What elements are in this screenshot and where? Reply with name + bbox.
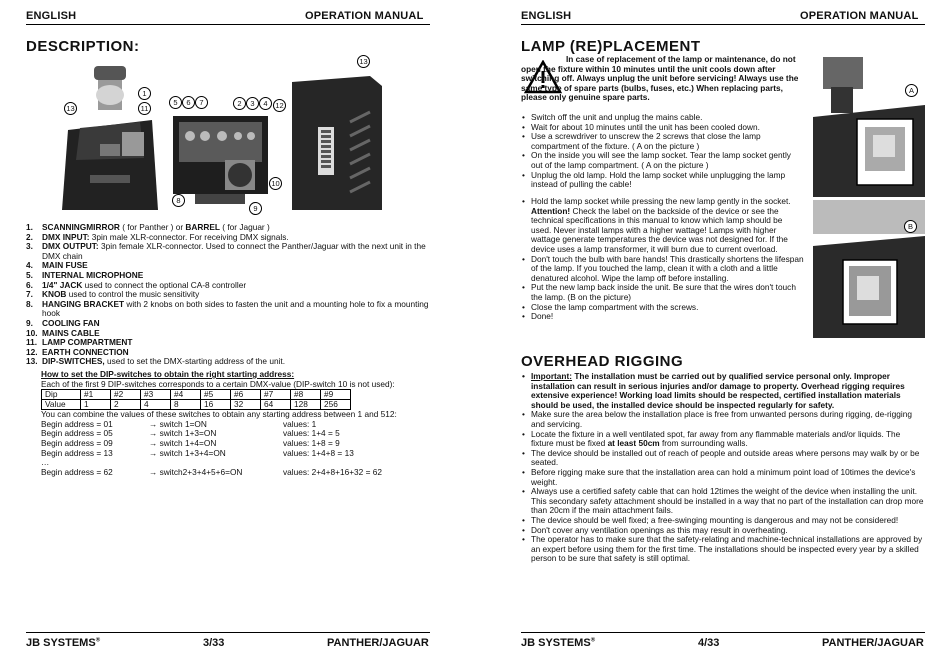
lamp-step: • Done! — [521, 312, 804, 322]
lamp-step: • Unplug the old lamp. Hold the lamp socket while unplugging the lamp instead of pulling the cable! — [521, 171, 804, 190]
dip-cell: #7 — [261, 390, 291, 400]
callout-2: 2 — [233, 97, 246, 110]
dip-table — [41, 389, 351, 410]
footer-rule — [26, 632, 430, 633]
rigging-item: • Always use a certified safety cable that can hold 12times the weight of the device when installing the unit. This secondary safety attachment should be installed in a way that no part of the installation can drop more than 20cm if the main attachment fails. — [521, 487, 925, 516]
section-title-description: DESCRIPTION: — [26, 38, 140, 55]
lamp-steps-b — [521, 197, 804, 322]
rigging-item: • The operator has to make sure that the safety-relating and machine-technical installations are approved by an expert before using them for the first time. The installations should be inspected every year by a skilled person to be sure that safety is still optimal. — [521, 535, 925, 564]
dip-cell: #8 — [291, 390, 321, 400]
dip-cell: 256 — [321, 400, 351, 410]
header-rule — [26, 24, 430, 25]
callout-11: 11 — [138, 102, 151, 115]
rigging-item: • Don't cover any ventilation openings as this may result in overheating. — [521, 526, 925, 536]
spec-item: 4. MAIN FUSE — [26, 260, 88, 271]
spec-item: 9. COOLING FAN — [26, 317, 100, 328]
page-right — [475, 0, 950, 659]
spec-item: 6. 1/4" JACK used to connect the optional CA-8 controller — [26, 279, 247, 290]
rigging-item: • The device should be installed out of reach of people and outside areas where persons may walk by or be seated. — [521, 449, 925, 468]
callout-3: 3 — [246, 97, 259, 110]
spec-item: 13. DIP-SWITCHES, used to set the DMX-starting address of the unit. — [26, 356, 286, 367]
lamp-step: • Put the new lamp back inside the unit. Be sure that the wires don't touch the lamp. (B on the picture) — [521, 283, 804, 302]
spec-item: 3. DMX OUTPUT: 3pin female XLR-connector. Used to connect the Panther/Jaguar with the next unit in the DMX chain — [26, 241, 426, 261]
dip-cell: #9 — [321, 390, 351, 400]
dip-cell: 128 — [291, 400, 321, 410]
dip-cell: 4 — [141, 400, 171, 410]
address-examples — [41, 420, 431, 478]
dip-cell: Dip — [42, 390, 81, 400]
footer-model: PANTHER/JAGUAR — [822, 637, 924, 649]
footer-brand: JB SYSTEMS® — [521, 637, 596, 649]
dip-cell: 8 — [171, 400, 201, 410]
callout-b: B — [904, 220, 917, 233]
dip-section — [41, 370, 431, 477]
footer-brand: JB SYSTEMS® — [26, 637, 101, 649]
lamp-warning-text: In case of replacement of the lamp or maintenance, do not open the fixture within 10 minutes until the unit cools down after switching off. Always unplug the unit before servicing! Always use the same type of spare parts (bulbs, fuses, etc.) When replacing parts, please only genuine spare parts. — [521, 54, 799, 103]
dip-cell: 16 — [201, 400, 231, 410]
dip-intro: Each of the first 9 DIP-switches corresponds to a certain DMX-value (DIP-switch 10 is not used): — [41, 378, 395, 389]
address-example-cell: values: 1 — [283, 418, 317, 429]
footer-rule — [521, 632, 925, 633]
section-title-lamp: LAMP (RE)PLACEMENT — [521, 38, 701, 55]
address-example-cell: Begin address = 13 — [41, 447, 113, 458]
address-example-cell: values: 1+8 = 9 — [283, 437, 340, 448]
callout-13-side: 13 — [357, 55, 370, 68]
address-example-cell: → switch 1=ON — [149, 418, 207, 429]
lamp-step: • Wait for about 10 minutes until the unit has been cooled down. — [521, 123, 804, 133]
callout-6: 6 — [182, 96, 195, 109]
fixture-front-photo — [60, 60, 160, 210]
rigging-item: • Before rigging make sure that the installation area can hold a minimum point load of 10times the device's weight. — [521, 468, 925, 487]
callout-4: 4 — [259, 97, 272, 110]
address-example-cell: values: 1+4+8 = 13 — [283, 447, 354, 458]
callout-5: 5 — [169, 96, 182, 109]
lamp-step: • Use a screwdriver to unscrew the 2 screws that close the lamp compartment of the fixture. ( A on the picture ) — [521, 132, 804, 151]
lamp-step: • Don't touch the bulb with bare hands! This drastically shortens the lifespan of the lamp. If you touched the lamp, clean it with a cloth and a little denatured alcohol. Wipe the lamp off before installing. — [521, 255, 804, 284]
callout-a: A — [905, 84, 918, 97]
spec-item: 8. HANGING BRACKET with 2 knobs on both sides to fasten the unit and a mounting hole to fix a mounting hook — [26, 298, 429, 319]
header-title: OPERATION MANUAL — [800, 10, 919, 22]
address-example-cell: Begin address = 05 — [41, 428, 113, 439]
header-title: OPERATION MANUAL — [305, 10, 424, 22]
address-example-cell: … — [41, 457, 50, 468]
address-example-cell: → switch 1+3+4=ON — [149, 447, 226, 458]
fixture-side-photo — [290, 72, 385, 212]
callout-9: 9 — [249, 202, 262, 215]
spec-item: 11. LAMP COMPARTMENT — [26, 337, 133, 348]
spec-item: 5. INTERNAL MICROPHONE — [26, 269, 144, 280]
callout-7: 7 — [195, 96, 208, 109]
address-example-row — [41, 468, 431, 478]
dip-cell: Value — [42, 400, 81, 410]
address-example-cell: → switch 1+3=ON — [149, 428, 217, 439]
dip-cell: 32 — [231, 400, 261, 410]
dip-row-value — [42, 400, 351, 410]
dip-cell: 1 — [81, 400, 111, 410]
dip-heading: How to set the DIP-switches to obtain the right starting address: — [41, 369, 295, 379]
dip-cell: 2 — [111, 400, 141, 410]
lamp-photo-a — [813, 57, 925, 197]
spec-item: 2. DMX INPUT: 3pin male XLR-connector. For receiving DMX signals. — [26, 231, 289, 242]
callout-1: 1 — [138, 87, 151, 100]
section-title-rigging: OVERHEAD RIGGING — [521, 353, 684, 370]
address-example-cell: Begin address = 01 — [41, 418, 113, 429]
callout-12: 12 — [273, 99, 286, 112]
dip-cell: #4 — [171, 390, 201, 400]
footer-page-number: 3/33 — [203, 637, 225, 649]
lamp-step-hold: • Hold the lamp socket while pressing the new lamp gently in the socket. Attention! Check the label on the backside of the device or see the technical specifications in this manual to know which lamp should be used. Never install lamps with a higher wattage! Lamps with higher wattage generate temperatures the device was not designed for. If the device uses a lamp transformer, it will burn due to current overload. — [521, 197, 804, 255]
lamp-step: • Close the lamp compartment with the screws. — [521, 303, 804, 313]
footer-model: PANTHER/JAGUAR — [327, 637, 429, 649]
address-example-cell: → switch 1+4=ON — [149, 437, 217, 448]
dip-cell: 64 — [261, 400, 291, 410]
dip-cell: #5 — [201, 390, 231, 400]
spec-item: 12. EARTH CONNECTION — [26, 346, 129, 357]
dip-cell: #6 — [231, 390, 261, 400]
rigging-item: • Make sure the area below the installation place is free from unwanted persons during rigging, de-rigging and servicing. — [521, 410, 925, 429]
dip-combine: You can combine the values of these switches to obtain any starting address between 1 and 512: — [41, 409, 397, 420]
rigging-list — [521, 372, 925, 564]
rigging-important: • Important: The installation must be carried out by qualified service personal only. Improper installation can result in serious injuries and/or damage to property. Overhead rigging requires extensive experience! Working load limits should be respected, certified installation materials should be used, the installed device should be inspected regularly for safety. — [521, 372, 925, 410]
address-example-cell: Begin address = 62 — [41, 466, 113, 477]
dip-cell: #3 — [141, 390, 171, 400]
dip-cell: #1 — [81, 390, 111, 400]
header-language: ENGLISH — [26, 10, 77, 22]
address-example-cell: values: 2+4+8+16+32 = 62 — [283, 466, 382, 477]
lamp-step: • Switch off the unit and unplug the mains cable. — [521, 113, 804, 123]
callout-13-front: 13 — [64, 102, 77, 115]
callout-8: 8 — [172, 194, 185, 207]
address-example-cell: values: 1+4 = 5 — [283, 428, 340, 439]
address-example-row — [41, 449, 431, 459]
lamp-steps-a — [521, 113, 804, 190]
address-example-cell: Begin address = 09 — [41, 437, 113, 448]
spec-item: 10. MAINS CABLE — [26, 327, 100, 338]
spec-item: 7. KNOB used to control the music sensitivity — [26, 289, 200, 300]
callout-10: 10 — [269, 177, 282, 190]
lamp-step: • On the inside you will see the lamp socket. Tear the lamp socket gently out of the lamp compartment. ( A on the picture ) — [521, 151, 804, 170]
header-rule — [521, 24, 925, 25]
rigging-item: • The device should be well fixed; a free-swinging mounting is dangerous and may not be considered! — [521, 516, 925, 526]
header-language: ENGLISH — [521, 10, 572, 22]
dip-cell: #2 — [111, 390, 141, 400]
dip-row-switch — [42, 390, 351, 400]
spec-list — [26, 223, 430, 367]
spec-item: 1. SCANNINGMIRROR ( for Panther ) or BARREL ( for Jaguar ) — [26, 222, 270, 232]
rigging-item: • Locate the fixture in a well ventilated spot, far away from any flammable materials and/or liquids. The fixture must be fixed at least 50cm from surrounding walls. — [521, 430, 925, 449]
footer-page-number: 4/33 — [698, 637, 720, 649]
address-example-cell: → switch2+3+4+5+6=ON — [149, 466, 243, 477]
